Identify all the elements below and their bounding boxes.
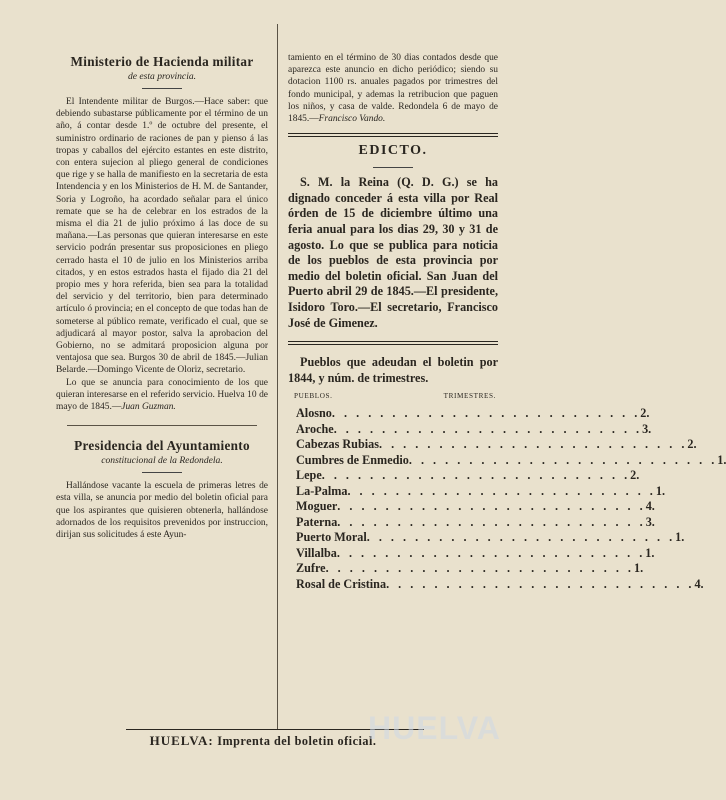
dot-leader: . . . . . . . . . . . . . . . . . . . . . . . . . .	[337, 514, 646, 529]
trimestres-value: 1.	[675, 530, 685, 545]
dot-leader: . . . . . . . . . . . . . . . . . . . . . . . . . .	[408, 452, 718, 467]
section-divider	[142, 88, 182, 89]
pueblo-name: Cabezas Rubias	[296, 437, 379, 452]
ministerio-paragraph: El Intendente militar de Burgos.—Hace saber: que debiendo subastarse públicamente por el término de un año, á contar desde 1.º de octubre del presente, el suministro ordinario de raciones de pan y pienso á las tropas y caballos del ejército estantes en este distrito, con entera sujecion al pliego general de condiciones que rige y se halla de manifiesto en la secretaria de esta Intendencia y en los Ministerios de H. M. de Santander, Soria y Logroño, ha acordado señalar para el único remate que se ha de celebrar en los estrados de la misma el dia 21 de julio próximo á las doce de su mañana.—Las personas que quieran interesarse en este servicio podrán presentar sus proposiciones en pliego cerrado hasta el 10 de julio en los Ministerios arriba citados, y en estos estrados hasta el fijado dia 21 del propio mes y hora referida, bien sea para la totalidad del servicio y del territorio, bien para determinado artículo ó provincia; en el concepto de que todas han de someterse al público remate, verificado el cual, que se adjudicará al mayor postor, salva la aprobacion del Gobierno, no se admitará proposicion alguna por ventajosa que sea. Burgos 30 de abril de 1845.—Julian Belarde.—Domingo Vicente de Oloriz, secretario.	[56, 97, 268, 376]
library-watermark: HUELVA	[368, 710, 501, 746]
table-row	[296, 576, 704, 593]
double-rule	[288, 341, 498, 345]
trimestres-value: 1.	[645, 545, 655, 560]
pueblo-name: Puerto Moral	[296, 530, 367, 545]
edicto-title: EDICTO.	[358, 143, 428, 159]
right-column	[288, 52, 726, 592]
trimestres-value: 1.	[655, 483, 665, 498]
trimestres-value: 1.	[717, 452, 726, 467]
pueblo-name: Villalba	[296, 545, 337, 560]
table-row	[296, 545, 655, 562]
column-divider	[277, 24, 278, 730]
pueblo-name: Aroche	[296, 421, 334, 436]
pueblo-name: Alosno	[296, 406, 332, 421]
table-header	[294, 392, 496, 400]
footer-imprint	[0, 733, 526, 749]
footer-place: HUELVA:	[149, 733, 214, 748]
redondela-continuation	[288, 52, 498, 125]
redondela-continuation-text: tamiento en el término de 30 dias contados desde que aparezca este anuncio en dicho periódico; siendo su dotacion 1100 rs. anuales pagados por trimestres del fondo municipal, y ademas la retribucion que paguen los niños, y casa de valde. Redondela 6 de mayo de 1845.—	[288, 53, 498, 125]
trimestres-value: 3.	[642, 421, 652, 436]
dot-leader: . . . . . . . . . . . . . . . . . . . . . . . . . .	[333, 421, 643, 436]
dot-leader: . . . . . . . . . . . . . . . . . . . . . . . . . .	[378, 437, 688, 452]
table-row	[296, 421, 652, 438]
table-row	[296, 468, 640, 484]
signature-francisco-vando: Francisco Vando.	[318, 114, 386, 125]
presidencia-title: Presidencia del Ayuntamiento	[74, 438, 250, 454]
presidencia-subtitle: constitucional de la Redondela.	[101, 455, 223, 467]
table-row	[296, 406, 650, 422]
dot-leader: . . . . . . . . . . . . . . . . . . . . . . . . . .	[337, 499, 646, 514]
dot-leader: . . . . . . . . . . . . . . . . . . . . . . . . . .	[347, 483, 656, 498]
pueblo-name: La-Palma	[296, 483, 348, 498]
table-row	[296, 499, 655, 515]
pueblo-name: Moguer	[296, 499, 338, 514]
pueblo-name: Rosal de Cristina	[296, 576, 387, 591]
ministerio-paragraph-2-text: Lo que se anuncia para conocimiento de los que quieran interesarse en el referido servicio. Huelva 10 de mayo de 1845.—	[56, 377, 268, 413]
table-row	[296, 561, 644, 577]
table-row	[296, 483, 665, 500]
trimestres-value: 3.	[645, 514, 655, 529]
presidencia-paragraph: Hallándose vacante la escuela de primeras letres de esta villa, se anuncia por medio del boletin oficial para que los aspirantes que quisieren obtenerla, hallándose adornados de los requisitos prevenidos por instruccion, dirijan sus solicitudes á este Ayun-	[56, 481, 268, 541]
dot-leader: . . . . . . . . . . . . . . . . . . . . . . . . . .	[336, 545, 646, 560]
trimestres-value: 1.	[633, 561, 644, 576]
trimestres-value: 2.	[640, 406, 650, 421]
table-row	[296, 437, 697, 453]
section-divider-long	[67, 425, 257, 426]
pueblo-name: Cumbres de Enmedio	[296, 452, 409, 467]
table-row	[296, 452, 726, 469]
trimestres-value: 4.	[645, 499, 655, 514]
signature-juan-guzman: Juan Guzman.	[121, 402, 176, 413]
table-row	[296, 530, 685, 546]
footer-rule	[126, 729, 424, 730]
dot-leader: . . . . . . . . . . . . . . . . . . . . . . . . . .	[366, 530, 676, 545]
footer-imprenta: Imprenta del boletin oficial.	[217, 734, 377, 748]
section-divider	[373, 167, 413, 168]
pueblo-name: Lepe	[296, 468, 322, 483]
ministerio-paragraph-2	[56, 377, 268, 414]
section-divider	[142, 472, 182, 473]
edicto-section	[288, 133, 498, 331]
ministerio-subtitle: de esta provincia.	[127, 71, 197, 82]
col-header-pueblos: PUEBLOS.	[294, 392, 333, 401]
pueblo-name: Paterna	[296, 514, 338, 529]
table-row	[296, 514, 655, 531]
dot-leader: . . . . . . . . . . . . . . . . . . . . . . . . . .	[386, 576, 695, 591]
left-column	[56, 54, 268, 541]
pueblo-name: Zufre	[296, 561, 326, 576]
dot-leader: . . . . . . . . . . . . . . . . . . . . . . . . . .	[321, 468, 631, 483]
pueblos-title: Pueblos que adeudan el boletin por 1844, y núm. de trimestres.	[288, 355, 498, 385]
col-header-trimestres: TRIMESTRES.	[443, 392, 496, 401]
double-rule	[288, 133, 498, 137]
pueblos-table	[288, 406, 726, 592]
ministerio-title: Ministerio de Hacienda militar	[70, 54, 254, 69]
edicto-text: S. M. la Reina (Q. D. G.) se ha dignado conceder á esta villa por Real órden de 15 de diciembre último una feria anual para los dias 29, 30 y 31 de agosto. Lo que se publica para noticia de los pueblos de esta provincia por medio del boletin oficial. San Juan del Puerto abril 29 de 1845.—El presidente, Isidoro Toro.—El secretario, Francisco José de Gimenez.	[288, 175, 498, 330]
trimestres-value: 2.	[687, 437, 697, 452]
trimestres-value: 4.	[694, 576, 704, 591]
trimestres-value: 2.	[630, 468, 640, 483]
dot-leader: . . . . . . . . . . . . . . . . . . . . . . . . . .	[331, 406, 641, 421]
dot-leader: . . . . . . . . . . . . . . . . . . . . . . . . . .	[325, 561, 634, 576]
